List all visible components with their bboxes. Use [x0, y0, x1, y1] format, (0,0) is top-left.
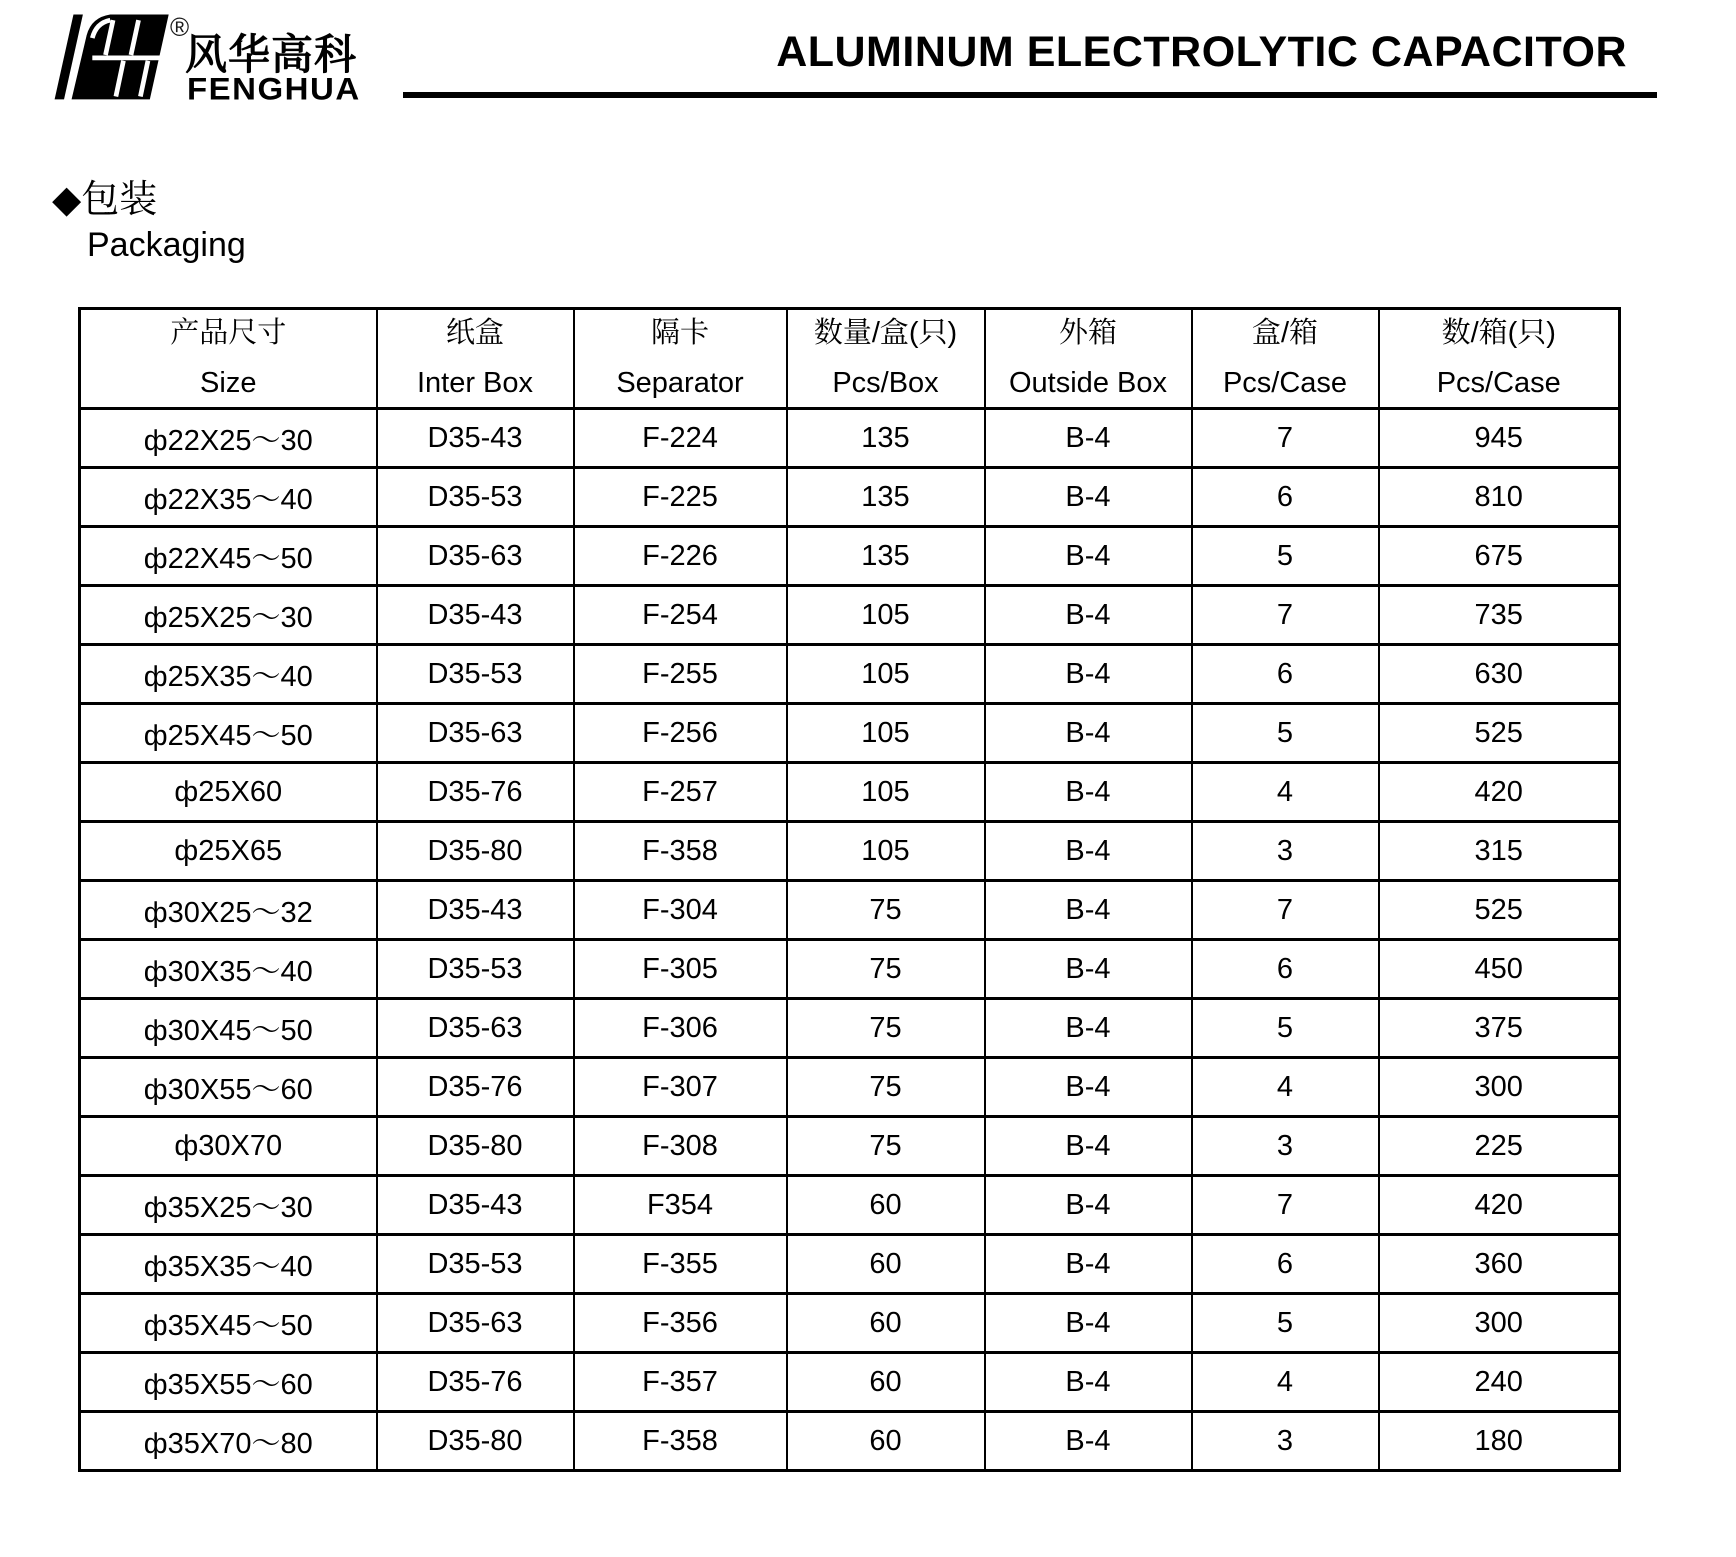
- table-cell: 60: [787, 1353, 985, 1412]
- table-cell: 105: [787, 586, 985, 645]
- table-cell: B-4: [985, 999, 1192, 1058]
- table-cell: 525: [1379, 881, 1620, 940]
- table-cell: F-307: [574, 1058, 787, 1117]
- table-cell: F-306: [574, 999, 787, 1058]
- table-cell: 4: [1192, 1058, 1379, 1117]
- table-cell: F-358: [574, 822, 787, 881]
- table-cell: ф25X25～30: [80, 586, 377, 645]
- table-cell: 7: [1192, 586, 1379, 645]
- table-cell: ф30X70: [80, 1117, 377, 1176]
- column-header-en: Pcs/Case: [1436, 366, 1561, 399]
- table-row: [80, 527, 1620, 586]
- packaging-table-body: [80, 409, 1620, 1471]
- table-cell: 135: [787, 468, 985, 527]
- table-row: [80, 586, 1620, 645]
- table-cell: 180: [1379, 1412, 1620, 1471]
- table-cell: B-4: [985, 1353, 1192, 1412]
- table-row: [80, 822, 1620, 881]
- title-rule: [403, 92, 1657, 98]
- table-cell: 675: [1379, 527, 1620, 586]
- table-row: [80, 999, 1620, 1058]
- table-cell: 5: [1192, 527, 1379, 586]
- table-cell: F-257: [574, 763, 787, 822]
- table-cell: ф22X35～40: [80, 468, 377, 527]
- table-cell: 75: [787, 940, 985, 999]
- table-row: [80, 468, 1620, 527]
- table-cell: 6: [1192, 1235, 1379, 1294]
- column-header-en: Pcs/Case: [1222, 366, 1348, 399]
- table-cell: F354: [574, 1176, 787, 1235]
- column-header-7: [1379, 309, 1620, 409]
- table-cell: B-4: [985, 409, 1192, 468]
- column-header-en: Separator: [616, 366, 744, 399]
- table-cell: D35-76: [377, 1058, 574, 1117]
- table-cell: 450: [1379, 940, 1620, 999]
- table-cell: D35-53: [377, 645, 574, 704]
- column-header-zh: 数/箱(只): [1441, 316, 1556, 349]
- table-cell: 5: [1192, 999, 1379, 1058]
- table-cell: 420: [1379, 763, 1620, 822]
- table-cell: 360: [1379, 1235, 1620, 1294]
- table-cell: 7: [1192, 409, 1379, 468]
- table-cell: ф25X35～40: [80, 645, 377, 704]
- table-cell: 105: [787, 645, 985, 704]
- table-cell: ф25X45～50: [80, 704, 377, 763]
- table-cell: B-4: [985, 527, 1192, 586]
- table-cell: 105: [787, 763, 985, 822]
- table-row: [80, 763, 1620, 822]
- registered-trademark-icon: ®: [170, 12, 190, 42]
- column-header-zh: 隔卡: [650, 316, 709, 349]
- table-cell: D35-53: [377, 1235, 574, 1294]
- document-title: ALUMINUM ELECTROLYTIC CAPACITOR: [776, 28, 1627, 76]
- column-header-en: Inter Box: [416, 366, 534, 399]
- table-cell: F-356: [574, 1294, 787, 1353]
- section-title-en: Packaging: [87, 226, 246, 264]
- table-cell: B-4: [985, 1412, 1192, 1471]
- table-row: [80, 940, 1620, 999]
- table-cell: B-4: [985, 704, 1192, 763]
- table-cell: 5: [1192, 704, 1379, 763]
- column-header-en: Outside Box: [1009, 366, 1167, 399]
- table-cell: ф30X45～50: [80, 999, 377, 1058]
- table-cell: F-355: [574, 1235, 787, 1294]
- table-row: [80, 1412, 1620, 1471]
- table-cell: 60: [787, 1235, 985, 1294]
- table-cell: B-4: [985, 586, 1192, 645]
- table-cell: 3: [1192, 1117, 1379, 1176]
- table-cell: B-4: [985, 1117, 1192, 1176]
- table-cell: 75: [787, 1117, 985, 1176]
- table-cell: D35-80: [377, 1412, 574, 1471]
- column-header-en: Size: [200, 366, 257, 399]
- table-cell: F-255: [574, 645, 787, 704]
- table-cell: F-224: [574, 409, 787, 468]
- table-cell: 60: [787, 1176, 985, 1235]
- column-header-2: [377, 309, 574, 409]
- diamond-bullet-icon: ◆: [52, 179, 82, 221]
- table-row: [80, 1294, 1620, 1353]
- column-header-zh: 产品尺寸: [170, 316, 287, 349]
- table-cell: B-4: [985, 940, 1192, 999]
- table-cell: 225: [1379, 1117, 1620, 1176]
- column-header-1: [80, 309, 377, 409]
- table-cell: F-256: [574, 704, 787, 763]
- table-cell: F-226: [574, 527, 787, 586]
- table-cell: F-304: [574, 881, 787, 940]
- table-cell: ф25X65: [80, 822, 377, 881]
- table-cell: D35-63: [377, 1294, 574, 1353]
- table-cell: 375: [1379, 999, 1620, 1058]
- table-cell: ф35X25～30: [80, 1176, 377, 1235]
- table-cell: 3: [1192, 1412, 1379, 1471]
- logo-english-name: FENGHUA: [187, 70, 361, 107]
- table-cell: 420: [1379, 1176, 1620, 1235]
- table-cell: 6: [1192, 940, 1379, 999]
- table-cell: B-4: [985, 468, 1192, 527]
- table-row: [80, 645, 1620, 704]
- table-cell: D35-43: [377, 1176, 574, 1235]
- table-cell: 60: [787, 1412, 985, 1471]
- table-cell: F-254: [574, 586, 787, 645]
- table-cell: 525: [1379, 704, 1620, 763]
- table-cell: 105: [787, 704, 985, 763]
- table-row: [80, 1117, 1620, 1176]
- table-cell: 60: [787, 1294, 985, 1353]
- table-cell: B-4: [985, 1176, 1192, 1235]
- table-cell: B-4: [985, 822, 1192, 881]
- table-cell: 630: [1379, 645, 1620, 704]
- table-cell: 5: [1192, 1294, 1379, 1353]
- table-row: [80, 1353, 1620, 1412]
- table-cell: 4: [1192, 763, 1379, 822]
- table-row: [80, 1235, 1620, 1294]
- column-header-zh: 纸盒: [445, 316, 504, 349]
- column-header-zh: 数量/盒(只): [813, 316, 958, 349]
- table-cell: 315: [1379, 822, 1620, 881]
- table-cell: D35-80: [377, 822, 574, 881]
- table-cell: D35-43: [377, 586, 574, 645]
- fenghua-logo: [48, 6, 388, 106]
- table-row: [80, 704, 1620, 763]
- table-cell: 240: [1379, 1353, 1620, 1412]
- table-row: [80, 1058, 1620, 1117]
- table-cell: ф35X55～60: [80, 1353, 377, 1412]
- table-cell: ф22X25～30: [80, 409, 377, 468]
- table-cell: 7: [1192, 1176, 1379, 1235]
- table-cell: D35-63: [377, 527, 574, 586]
- table-cell: B-4: [985, 1294, 1192, 1353]
- table-cell: D35-53: [377, 468, 574, 527]
- table-cell: 3: [1192, 822, 1379, 881]
- table-cell: 75: [787, 1058, 985, 1117]
- table-cell: D35-43: [377, 881, 574, 940]
- table-cell: B-4: [985, 881, 1192, 940]
- table-cell: D35-43: [377, 409, 574, 468]
- table-cell: 105: [787, 822, 985, 881]
- table-cell: F-305: [574, 940, 787, 999]
- table-cell: 945: [1379, 409, 1620, 468]
- section-title-zh-text: 包装: [81, 179, 158, 221]
- table-cell: D35-63: [377, 704, 574, 763]
- table-cell: B-4: [985, 763, 1192, 822]
- fenghua-logo-mark-icon: [48, 8, 180, 104]
- table-cell: 135: [787, 527, 985, 586]
- table-cell: B-4: [985, 1058, 1192, 1117]
- table-cell: ф35X45～50: [80, 1294, 377, 1353]
- table-cell: 735: [1379, 586, 1620, 645]
- table-cell: ф30X55～60: [80, 1058, 377, 1117]
- table-row: [80, 1176, 1620, 1235]
- table-cell: D35-80: [377, 1117, 574, 1176]
- table-cell: 7: [1192, 881, 1379, 940]
- column-header-3: [574, 309, 787, 409]
- table-cell: 4: [1192, 1353, 1379, 1412]
- table-cell: ф35X35～40: [80, 1235, 377, 1294]
- table-row: [80, 881, 1620, 940]
- packaging-table: [78, 307, 1621, 1472]
- table-cell: ф30X25～32: [80, 881, 377, 940]
- logo-chinese-name: 风华高科: [185, 31, 358, 78]
- table-cell: ф22X45～50: [80, 527, 377, 586]
- table-cell: 135: [787, 409, 985, 468]
- table-cell: F-225: [574, 468, 787, 527]
- table-cell: 75: [787, 999, 985, 1058]
- table-row: [80, 409, 1620, 468]
- column-header-en: Pcs/Box: [832, 366, 939, 399]
- table-cell: 300: [1379, 1058, 1620, 1117]
- table-cell: B-4: [985, 1235, 1192, 1294]
- table-cell: ф30X35～40: [80, 940, 377, 999]
- table-cell: F-357: [574, 1353, 787, 1412]
- table-header-row: [80, 309, 1620, 409]
- column-header-zh: 盒/箱: [1251, 316, 1319, 349]
- section-title-zh: [52, 168, 157, 223]
- table-cell: ф35X70～80: [80, 1412, 377, 1471]
- table-cell: ф25X60: [80, 763, 377, 822]
- column-header-zh: 外箱: [1058, 316, 1117, 349]
- packaging-table-head: [80, 309, 1620, 409]
- table-cell: 6: [1192, 645, 1379, 704]
- table-cell: 810: [1379, 468, 1620, 527]
- table-cell: D35-53: [377, 940, 574, 999]
- table-cell: D35-63: [377, 999, 574, 1058]
- table-cell: B-4: [985, 645, 1192, 704]
- table-cell: 300: [1379, 1294, 1620, 1353]
- table-cell: 6: [1192, 468, 1379, 527]
- table-cell: D35-76: [377, 763, 574, 822]
- table-cell: D35-76: [377, 1353, 574, 1412]
- table-cell: F-358: [574, 1412, 787, 1471]
- column-header-5: [985, 309, 1192, 409]
- table-cell: F-308: [574, 1117, 787, 1176]
- table-cell: 75: [787, 881, 985, 940]
- column-header-4: [787, 309, 985, 409]
- column-header-6: [1192, 309, 1379, 409]
